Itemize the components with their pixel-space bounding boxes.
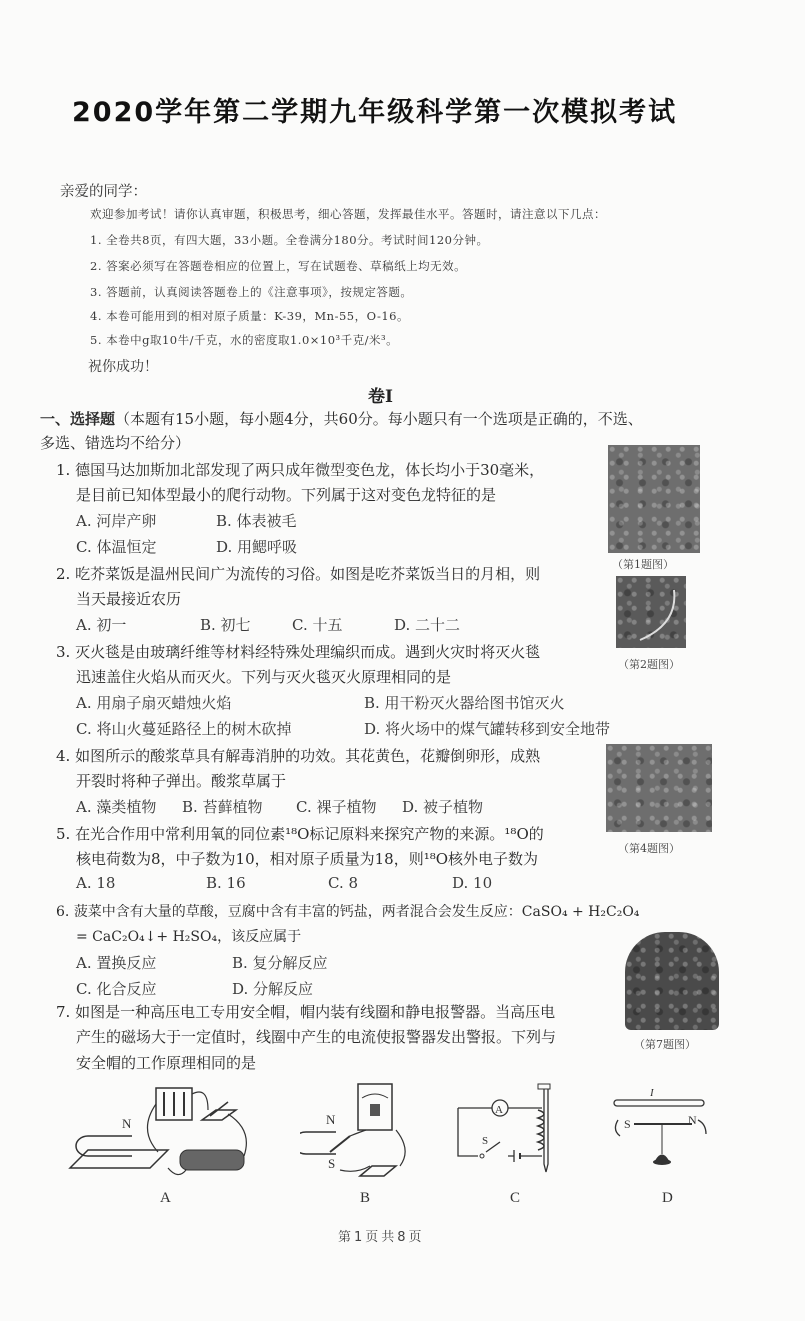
question-text-cont: 核电荷数为8，中子数为10，相对原子质量为18，则¹⁸O核外电子数为 [76,850,539,868]
question-2 [56,562,540,586]
question-text-cont: = CaC₂O₄↓+ H₂SO₄，该反应属于 [76,929,302,945]
notice-3: 3. 答题前，认真阅读答题卷上的《注意事项》，按规定答题。 [90,285,413,299]
figure-caption-4: （第4题图） [618,842,680,855]
exam-title: 2020学年第二学期九年级科学第一次模拟考试 [72,97,678,128]
question-text-cont: 开裂时将种子弹出。酸浆草属于 [76,772,287,790]
notice-2: 2. 答案必须写在答题卷相应的位置上，写在试题卷、草稿纸上均无效。 [90,259,467,273]
question-7 [56,1000,555,1024]
question-text: 灭火毯是由玻璃纤维等材料经特殊处理编织而成。遇到火灾时将灭火毯 [75,643,541,661]
option-d[interactable]: D. 被子植物 [402,798,484,816]
section-title: 一、选择题 [40,410,116,428]
question-1 [56,458,544,482]
figure-caption-1: （第1题图） [612,558,674,571]
svg-text:N: N [688,1113,697,1127]
option-b[interactable]: B. 复分解反应 [232,954,328,972]
question-number: 1. [56,461,71,479]
option-b[interactable]: B. 用干粉灭火器给图书馆灭火 [364,694,565,712]
question-number: 4. [56,747,71,765]
option-b[interactable]: B. 初七 [200,616,251,634]
svg-text:S: S [328,1156,336,1171]
question-number: 7. [56,1003,71,1021]
intro-text: 欢迎参加考试！请你认真审题，积极思考，细心答题，发挥最佳水平。答题时，请注意以下几点： [90,207,606,221]
electromagnet-circuit-diagram [450,1080,560,1180]
sorrel-plant-photo [606,744,712,832]
question-text-cont: 产生的磁场大于一定值时，线圈中产生的电流使报警器发出警报。下列与 [76,1028,557,1046]
moon-phase-photo [616,576,686,648]
option-c[interactable]: C. 化合反应 [76,980,157,998]
option-a[interactable]: A. 藻类植物 [76,798,157,816]
svg-text:N: N [122,1116,132,1131]
option-b[interactable]: B. 苔藓植物 [182,798,263,816]
question-6 [56,900,639,924]
greeting: 亲爱的同学： [60,184,147,200]
option-b-label[interactable]: B [360,1190,371,1206]
safety-helmet-photo [625,932,719,1030]
volume-heading: 卷Ⅰ [368,387,393,407]
question-text-cont: 是目前已知体型最小的爬行动物。下列属于这对变色龙特征的是 [76,486,497,504]
section-heading [40,408,643,429]
question-4 [56,744,540,768]
option-b[interactable]: B. 16 [206,874,246,892]
svg-text:I: I [650,1087,654,1099]
question-number: 2. [56,565,71,583]
question-number: 6. [56,904,70,920]
option-d[interactable]: D. 二十二 [394,616,461,634]
option-c[interactable]: C. 将山火蔓延路径上的树木砍掉 [76,720,292,738]
option-c-label[interactable]: C [510,1190,521,1206]
question-text-cont: 当天最接近农历 [76,590,182,608]
svg-text:A: A [495,1104,503,1116]
question-text-cont: 安全帽的工作原理相同的是 [76,1054,257,1072]
option-a[interactable]: A. 初一 [76,616,127,634]
wish-text: 祝你成功！ [88,359,158,375]
question-text: 如图所示的酸浆草具有解毒消肿的功效。其花黄色，花瓣倒卵形，成熟 [75,747,541,765]
notice-4: 4. 本卷可能用到的相对原子质量：K-39，Mn-55，O-16。 [90,309,409,323]
question-text: 在光合作用中常利用氧的同位素¹⁸O标记原料来探究产物的来源。¹⁸O的 [75,825,544,843]
svg-text:N: N [326,1112,336,1127]
question-text-cont: 迅速盖住火焰从而灭火。下列与灭火毯灭火原理相同的是 [76,668,452,686]
question-text: 德国马达加斯加北部发现了两只成年微型变色龙，体长均小于30毫米， [75,461,545,479]
notice-5: 5. 本卷中g取10牛/千克，水的密度取1.0×10³千克/米³。 [90,333,399,347]
option-d-label[interactable]: D [662,1190,673,1206]
option-c[interactable]: C. 8 [328,874,359,892]
question-text: 吃芥菜饭是温州民间广为流传的习俗。如图是吃芥菜饭当日的月相，则 [75,565,541,583]
option-a[interactable]: A. 置换反应 [76,954,157,972]
question-number: 3. [56,643,71,661]
motor-circuit-diagram [68,1080,258,1180]
option-c[interactable]: C. 裸子植物 [296,798,377,816]
generator-diagram [300,1080,420,1180]
crescent-icon [616,576,686,648]
option-c[interactable]: C. 十五 [292,616,343,634]
figure-caption-2: （第2题图） [618,658,680,671]
option-c[interactable]: C. 体温恒定 [76,538,157,556]
section-desc: （本题有15小题，每小题4分，共60分。每小题只有一个选项是正确的，不选、 [115,410,643,428]
oersted-experiment-diagram [606,1080,716,1180]
option-d[interactable]: D. 用鳃呼吸 [216,538,298,556]
question-3 [56,640,540,664]
page-footer: 第1页共8页 [338,1230,425,1245]
option-a-label[interactable]: A [160,1190,171,1206]
question-text: 菠菜中含有大量的草酸，豆腐中含有丰富的钙盐，两者混合会发生反应：CaSO₄ + H₂C₂O₄ [73,904,640,920]
option-a[interactable]: A. 18 [76,874,116,892]
option-a[interactable]: A. 河岸产卵 [76,512,157,530]
figure-caption-7: （第7题图） [634,1038,696,1051]
option-a[interactable]: A. 用扇子扇灭蜡烛火焰 [76,694,232,712]
option-d[interactable]: D. 10 [452,874,493,892]
section-desc-cont: 多选、错选均不给分） [40,434,191,452]
chameleon-photo [608,445,700,553]
question-text: 如图是一种高压电工专用安全帽，帽内装有线圈和静电报警器。当高压电 [75,1003,556,1021]
option-b[interactable]: B. 体表被毛 [216,512,297,530]
svg-text:S: S [624,1117,631,1131]
question-number: 5. [56,825,71,843]
question-5 [56,822,544,846]
option-d[interactable]: D. 分解反应 [232,980,314,998]
svg-text:S: S [482,1135,489,1147]
option-d[interactable]: D. 将火场中的煤气罐转移到安全地带 [364,720,611,738]
notice-1: 1. 全卷共8页，有四大题，33小题。全卷满分180分。考试时间120分钟。 [90,233,489,247]
